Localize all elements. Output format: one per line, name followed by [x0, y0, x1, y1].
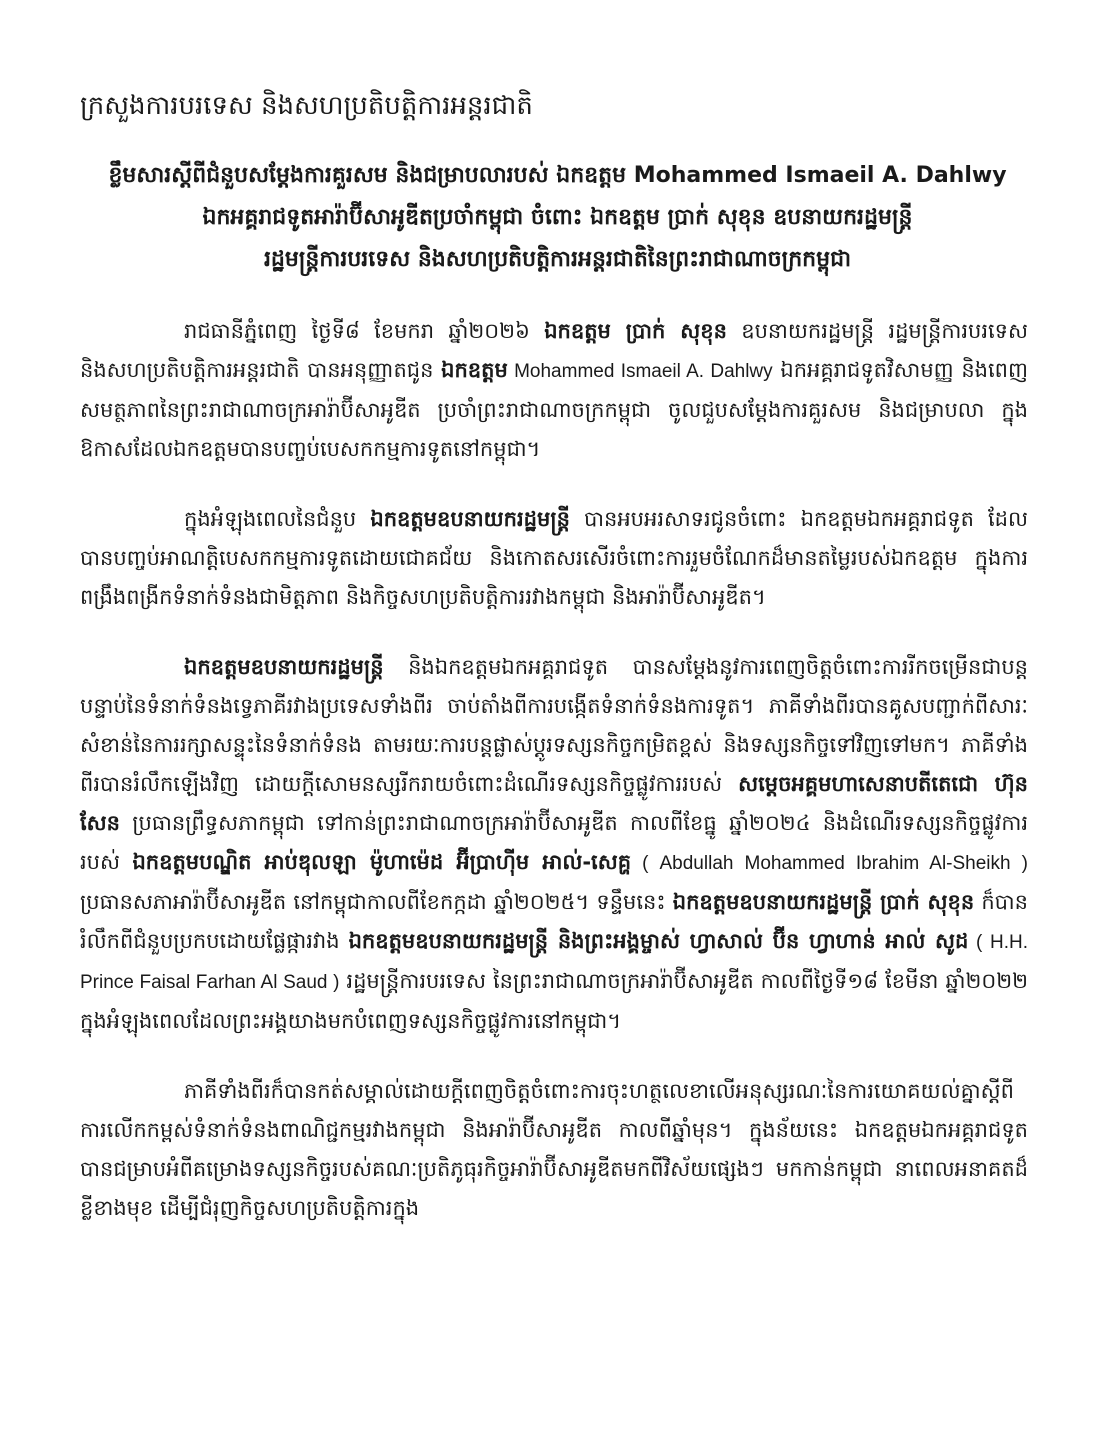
paragraph-3-bold-4: ឯកឧត្តមឧបនាយករដ្ឋមន្ត្រី ប្រាក់ សុខុន [672, 890, 975, 914]
paragraph-2-bold-1: ឯកឧត្តមឧបនាយករដ្ឋមន្ត្រី [370, 507, 570, 531]
paragraph-3-bold-3: ឯកឧត្តមបណ្ឌិត អាប់ឌុលឡា ម៉ូហាម៉េដ អ៊ីប្រាហ៊ីម អាល់-សេគ្ហ [132, 850, 632, 874]
paragraph-1-bold-1: ឯកឧត្តម ប្រាក់ សុខុន [544, 319, 727, 343]
paragraph-3-latin-2: ( H.H. Prince Faisal Farhan Al Saud ) [80, 932, 1029, 993]
heading-line-3: រដ្ឋមន្ត្រីការបរទេស និងសហប្រតិបត្តិការអន្តរជាតិនៃព្រះរាជាណាចក្រកម្ពុជា [263, 247, 852, 272]
paragraph-3-text-5: រដ្ឋមន្ត្រីការបរទេស នៃព្រះរាជាណាចក្រអារ៉ាប៊ីសាអូឌីត កាលពីថ្ងៃទី១៨ ខែមីនា ឆ្នាំ២០២២ ក្នុងអំឡុងពេលដែលព្រះអង្គយាងមកបំពេញទស្សនកិច្ចផ្លូវការនៅកម្ពុជា។ [80, 969, 1028, 1033]
paragraph-1-text-1: រាជធានីភ្នំពេញ ថ្ងៃទី៨ ខែមករា ឆ្នាំ២០២៦ [184, 319, 545, 343]
paragraph-3-bold-1: ឯកឧត្តមឧបនាយករដ្ឋមន្ត្រី [184, 655, 384, 679]
paragraph-3 [80, 648, 1028, 1041]
paragraph-1 [80, 312, 1028, 469]
paragraph-3-text-1: និងឯកឧត្តមឯកអគ្គរាជទូត បានសម្តែងនូវការពេញចិត្តចំពោះការរីកចម្រើនជាបន្តបន្ទាប់នៃទំនាក់ទំនងទ្វេភាគីរវាងប្រទេសទាំងពីរ ចាប់តាំងពីការបង្កើតទំនាក់ទំនងការទូត។ ភាគីទាំងពីរបានគូសបញ្ជាក់ពីសារៈសំខាន់នៃការរក្សាសន្ទុះនៃទំនាក់ទំនង តាមរយៈការបន្តផ្លាស់ប្តូរទស្សនកិច្ចកម្រិតខ្ពស់ និងទស្សនកិច្ចទៅវិញទៅមក។ ភាគីទាំងពីរបានរំលឹកឡើងវិញ ដោយក្តីសោមនស្សរីករាយចំពោះដំណើរទស្សនកិច្ចផ្លូវការរបស់ [80, 655, 1028, 796]
paragraph-3-text-2: ប្រធានព្រឹទ្ធសភាកម្ពុជា ទៅកាន់ព្រះរាជាណាចក្រអារ៉ាប៊ីសាអូឌីត កាលពីខែធ្នូ ឆ្នាំ២០២៤ និងដំណើរទស្សនកិច្ចផ្លូវការរបស់ [80, 811, 1028, 874]
paragraph-3-text-3: ប្រធានសភាអារ៉ាប៊ីសាអូឌីត នៅកម្ពុជាកាលពីខែកក្កដា ឆ្នាំ២០២៥។ ទន្ទឹមនេះ [80, 890, 673, 914]
press-release-heading [105, 155, 1010, 281]
heading-line-1: ខ្លឹមសារស្តីពីជំនួបសម្តែងការគួរសម និងជម្រាបលារបស់ ឯកឧត្តម Mohammed Ismaeil A. Dahlwy [108, 163, 1007, 188]
paragraph-3-bold-2: សម្តេចអគ្គមហាសេនាបតីតេជោ ហ៊ុន សែន [80, 772, 1029, 835]
ministry-name: ក្រសួងការបរទេស និងសហប្រតិបត្តិការអន្តរជាតិ [80, 91, 533, 121]
heading-line-2: ឯកអគ្គរាជទូតអារ៉ាប៊ីសាអូឌីតប្រចាំកម្ពុជា ចំពោះ ឯកឧត្តម ប្រាក់ សុខុន ឧបនាយករដ្ឋមន្ត្រី [202, 205, 913, 230]
paragraph-4-text-1: ភាគីទាំងពីរក៏បានកត់សម្គាល់ដោយក្តីពេញចិត្តចំពោះការចុះហត្ថលេខាលើអនុស្សរណៈនៃការយោគយល់គ្នាស្តីពីការលើកកម្ពស់ទំនាក់ទំនងពាណិជ្ជកម្មរវាងកម្ពុជា និងអារ៉ាប៊ីសាអូឌីត កាលពីឆ្នាំមុន។ ក្នុងន័យនេះ ឯកឧត្តមឯកអគ្គរាជទូត បានជម្រាបអំពីគម្រោងទស្សនកិច្ចរបស់គណៈប្រតិភូធុរកិច្ចអារ៉ាប៊ីសាអូឌីតមកពីវិស័យផ្សេងៗ មកកាន់កម្ពុជា នាពេលអនាគតដ៏ខ្លីខាងមុខ ដើម្បីជំរុញកិច្ចសហប្រតិបត្តិការក្នុង [80, 1079, 1028, 1220]
paragraph-2-text-1: ក្នុងអំឡុងពេលនៃជំនួប [184, 507, 371, 531]
body-text [80, 312, 1028, 1228]
paragraph-3-latin-1: ( Abdullah Mohammed Ibrahim Al-Sheikh ) [631, 853, 1028, 874]
paragraph-4 [80, 1072, 1028, 1228]
paragraph-2 [80, 500, 1028, 617]
paragraph-1-text-2: ឧបនាយករដ្ឋមន្ត្រី រដ្ឋមន្ត្រីការបរទេស និងសហប្រតិបត្តិការអន្តរជាតិ បានអនុញ្ញាតជូន [80, 319, 1028, 382]
paragraph-2-text-2: បានអបអរសាទរជូនចំពោះ ឯកឧត្តមឯកអគ្គរាជទូត ដែលបានបញ្ចប់អាណត្តិបេសកកម្មការទូតដោយជោគជ័យ និងកោតសរសើរចំពោះការរួមចំណែកដ៏មានតម្លៃរបស់ឯកឧត្តម ក្នុងការពង្រឹងពង្រីកទំនាក់ទំនងជាមិត្តភាព និងកិច្ចសហប្រតិបត្តិការរវាងកម្ពុជា និងអារ៉ាប៊ីសាអូឌីត។ [80, 507, 1028, 609]
paragraph-1-latin-1: Mohammed Ismaeil A. Dahlwy [507, 361, 773, 382]
paragraph-3-text-4: ក៏បានរំលឹកពីជំនួបប្រកបដោយផ្លែផ្ការវាង [80, 890, 1028, 953]
paragraph-1-text-3: ឯកអគ្គរាជទូតវិសាមញ្ញ និងពេញសមត្ថភាពនៃព្រះរាជាណាចក្រអារ៉ាប៊ីសាអូឌីត ប្រចាំព្រះរាជាណាចក្រកម្ពុជា ចូលជួបសម្តែងការគួរសម និងជម្រាបលា ក្នុងឱកាសដែលឯកឧត្តមបានបញ្ចប់បេសកកម្មការទូតនៅកម្ពុជា។ [80, 358, 1028, 461]
paragraph-3-bold-5: ឯកឧត្តមឧបនាយករដ្ឋមន្ត្រី និងព្រះអង្គម្ចាស់ ហ្វាសាល់ ប៊ីន ហ្វាហាន់ អាល់ សូដ [348, 929, 969, 953]
paragraph-1-bold-2: ឯកឧត្តម [441, 358, 508, 382]
